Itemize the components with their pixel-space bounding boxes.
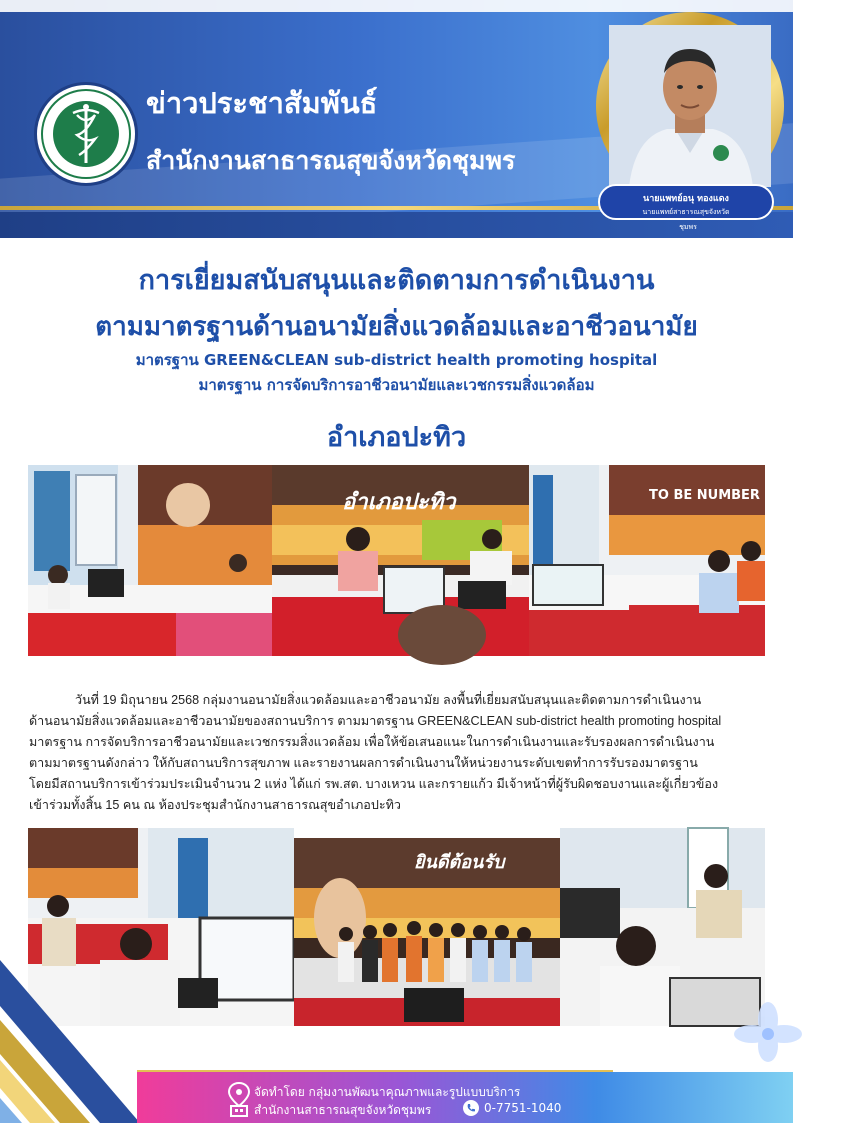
phone-icon xyxy=(463,1100,479,1116)
body-line-3: มาตรฐาน การจัดบริการอาชีวอนามัยและเวชกรรมสิ่งแวดล้อม เพื่อให้ข้อเสนอแนะในการดำเนินงานและรับรองผลการดำเนินงาน xyxy=(29,735,715,749)
person-name: นายแพทย์อนุ ทองแดง xyxy=(643,194,729,204)
header-title-line2: สำนักงานสาธารณสุขจังหวัดชุมพร xyxy=(146,146,516,175)
corner-decoration-left xyxy=(0,940,140,1123)
banner-district-text: อำเภอปะทิว xyxy=(342,490,456,515)
portrait-nameplate xyxy=(598,184,774,231)
header-top-stripe xyxy=(0,0,793,12)
photo-desk-right xyxy=(560,828,765,1026)
banner-welcome-text: ยินดีต้อนรับ xyxy=(414,852,505,873)
footer-credit-line1: จัดทำโดย กลุ่มงานพัฒนาคุณภาพและรูปแบบบริการ xyxy=(254,1085,521,1099)
meeting-hall-photo-icon xyxy=(529,465,796,656)
headline-line3: มาตรฐาน GREEN&CLEAN sub-district health promoting hospital xyxy=(135,351,658,369)
portrait-photo xyxy=(609,25,771,187)
header-title-line1: ข่าวประชาสัมพันธ์ xyxy=(146,86,378,120)
district-banner-photo-icon xyxy=(272,465,529,656)
group-photo-icon xyxy=(294,838,560,1026)
ministry-logo xyxy=(34,82,138,186)
flower-decoration-icon xyxy=(728,1000,793,1070)
person-title-line2: ชุมพร xyxy=(679,223,697,231)
person-portrait-icon xyxy=(609,25,771,187)
headline-line2: ตามมาตรฐานด้านอนามัยสิ่งแวดล้อมและอาชีวอนามัย xyxy=(95,312,698,342)
photo-meeting-right xyxy=(529,465,796,656)
body-line-1: วันที่ 19 มิถุนายน 2568 กลุ่มงานอนามัยสิ่งแวดล้อมและอาชีวอนามัย ลงพื้นที่เยี่ยมสนับสนุนและติดตามการดำเนินงาน xyxy=(75,693,702,707)
headline-line4: มาตรฐาน การจัดบริการอาชีวอนามัยและเวชกรรมสิ่งแวดล้อม xyxy=(198,376,595,394)
body-line-5: โดยมีสถานบริการเข้าร่วมประเมินจำนวน 2 แห่ง ได้แก่ รพ.สต. บางเหวน และกรายแก้ว มีเจ้าหน้าที่ผู้รับผิดชอบงานและผู้เกี่ยวข้อง xyxy=(29,777,719,791)
location-building-icon xyxy=(226,1082,252,1116)
body-line-2: ด้านอนามัยสิ่งแวดล้อมและอาชีวอนามัยของสถานบริการ ตามมาตรฐาน GREEN&CLEAN sub-district health promoting hospital xyxy=(29,714,722,728)
photo-group xyxy=(294,838,560,1026)
photo-meeting-center xyxy=(272,465,529,656)
banner-slogan-text: TO BE NUMBER ONE xyxy=(649,488,796,503)
footer-credit-line2: สำนักงานสาธารณสุขจังหวัดชุมพร xyxy=(254,1103,432,1117)
photo-meeting-left xyxy=(28,465,272,656)
headline-line1: การเยี่ยมสนับสนุนและติดตามการดำเนินงาน xyxy=(138,265,655,296)
headline-district: อำเภอปะทิว xyxy=(326,422,467,453)
article-body xyxy=(29,690,765,816)
footer-phone-number[interactable]: 0-7751-1040 xyxy=(484,1101,562,1115)
body-line-6: เข้าร่วมทั้งสิ้น 15 คน ณ ห้องประชุมสำนักงานสาธารณสุขอำเภอปะทิว xyxy=(29,798,401,812)
desk-participant-photo-icon xyxy=(560,828,765,1026)
meeting-room-photo-icon xyxy=(28,465,272,656)
body-line-4: ตามมาตรฐานดังกล่าว ให้กับสถานบริการสุขภาพ และรายงานผลการดำเนินงานให้หน่วยงานระดับเขตทำการรับรองมาตรฐาน xyxy=(29,756,698,770)
ministry-seal-icon xyxy=(37,85,135,183)
person-title-line1: นายแพทย์สาธารณสุขจังหวัด xyxy=(642,208,730,216)
